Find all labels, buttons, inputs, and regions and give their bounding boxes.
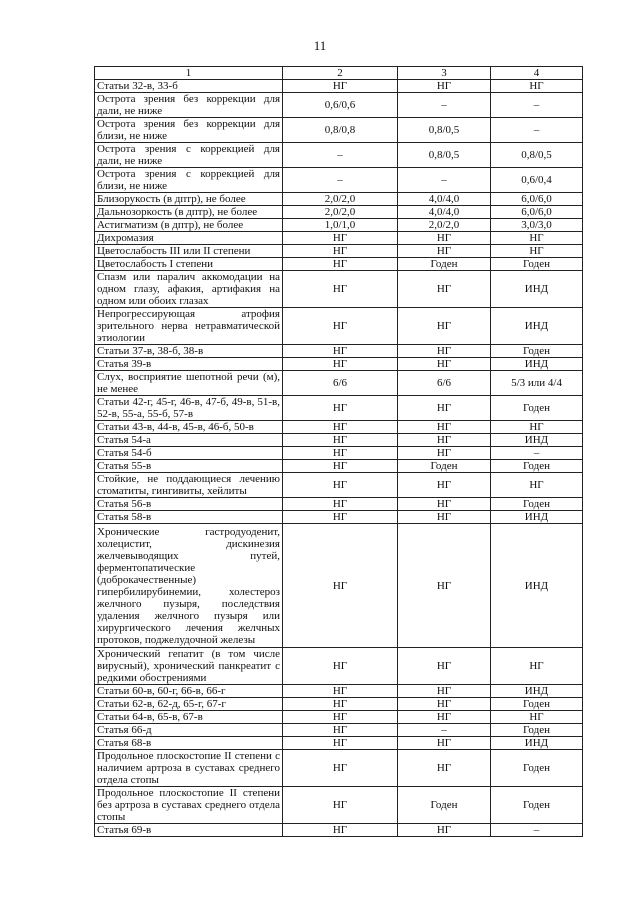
- row-value-col2: НГ: [283, 271, 398, 308]
- row-label: Статья 69-в: [95, 824, 283, 837]
- row-value-col4: Годен: [491, 724, 583, 737]
- row-value-col2: НГ: [283, 421, 398, 434]
- row-label: Стойкие, не поддающиеся лечению стоматиты, гингивиты, хейлиты: [95, 473, 283, 498]
- row-label: Статья 39-в: [95, 358, 283, 371]
- row-value-col4: –: [491, 824, 583, 837]
- row-value-col3: НГ: [398, 396, 491, 421]
- row-value-col3: НГ: [398, 245, 491, 258]
- table-row: [95, 206, 583, 219]
- row-value-col3: НГ: [398, 698, 491, 711]
- row-value-col3: –: [398, 724, 491, 737]
- row-value-col2: 0,6/0,6: [283, 93, 398, 118]
- row-label: Статья 54-б: [95, 447, 283, 460]
- row-label: Хронические гастродуоденит, холецистит, дискинезия желчевыводящих путей, ферментопатические (доброкачественные) гипербилирубинемии, холестероз желчного пузыря, последствия удаления желчного пузыря или хирургического лечения желчных протоков, поджелудочной железы: [95, 524, 283, 648]
- row-value-col3: 0,8/0,5: [398, 143, 491, 168]
- table-row: [95, 396, 583, 421]
- row-value-col2: НГ: [283, 434, 398, 447]
- table-row: [95, 724, 583, 737]
- row-value-col4: 0,8/0,5: [491, 143, 583, 168]
- row-label: Хронический гепатит (в том числе вирусный), хронический панкреатит с редкими обострениями: [95, 648, 283, 685]
- column-header: 4: [491, 67, 583, 80]
- row-value-col4: ИНД: [491, 358, 583, 371]
- row-value-col3: НГ: [398, 345, 491, 358]
- row-value-col2: НГ: [283, 511, 398, 524]
- row-label: Статья 66-д: [95, 724, 283, 737]
- row-label: Статьи 64-в, 65-в, 67-в: [95, 711, 283, 724]
- row-label: Статьи 42-г, 45-г, 46-в, 47-б, 49-в, 51-в, 52-в, 55-а, 55-б, 57-в: [95, 396, 283, 421]
- row-label: Цветослабость I степени: [95, 258, 283, 271]
- table-row: [95, 750, 583, 787]
- row-value-col3: НГ: [398, 421, 491, 434]
- table-row: [95, 685, 583, 698]
- row-value-col4: Годен: [491, 460, 583, 473]
- table-row: [95, 219, 583, 232]
- row-value-col4: 0,6/0,4: [491, 168, 583, 193]
- row-value-col2: НГ: [283, 648, 398, 685]
- table-row: [95, 511, 583, 524]
- table-row: [95, 524, 583, 648]
- row-label: Острота зрения без коррекции для дали, не ниже: [95, 93, 283, 118]
- table-row: [95, 258, 583, 271]
- table-row: [95, 80, 583, 93]
- table-row: [95, 824, 583, 837]
- row-label: Статьи 60-в, 60-г, 66-в, 66-г: [95, 685, 283, 698]
- row-value-col3: Годен: [398, 787, 491, 824]
- row-value-col3: НГ: [398, 498, 491, 511]
- row-label: Статья 55-в: [95, 460, 283, 473]
- row-value-col3: НГ: [398, 648, 491, 685]
- row-value-col2: –: [283, 168, 398, 193]
- table-row: [95, 711, 583, 724]
- row-label: Близорукость (в дптр), не более: [95, 193, 283, 206]
- row-value-col3: Годен: [398, 258, 491, 271]
- table-header-row: [95, 67, 583, 80]
- table-body: [95, 80, 583, 837]
- row-value-col4: ИНД: [491, 271, 583, 308]
- row-label: Цветослабость III или II степени: [95, 245, 283, 258]
- row-value-col3: НГ: [398, 824, 491, 837]
- row-value-col3: Годен: [398, 460, 491, 473]
- row-value-col2: НГ: [283, 245, 398, 258]
- row-value-col4: Годен: [491, 345, 583, 358]
- row-value-col4: 6,0/6,0: [491, 206, 583, 219]
- row-value-col2: НГ: [283, 737, 398, 750]
- row-value-col2: НГ: [283, 473, 398, 498]
- row-value-col4: Годен: [491, 396, 583, 421]
- row-value-col2: НГ: [283, 711, 398, 724]
- row-value-col3: НГ: [398, 271, 491, 308]
- row-value-col2: НГ: [283, 524, 398, 648]
- table-row: [95, 118, 583, 143]
- row-label: Статья 54-а: [95, 434, 283, 447]
- row-value-col3: НГ: [398, 447, 491, 460]
- row-label: Статьи 37-в, 38-б, 38-в: [95, 345, 283, 358]
- table-row: [95, 648, 583, 685]
- row-value-col2: НГ: [283, 724, 398, 737]
- row-value-col2: НГ: [283, 345, 398, 358]
- row-label: Дихромазия: [95, 232, 283, 245]
- row-label: Статьи 62-в, 62-д, 65-г, 67-г: [95, 698, 283, 711]
- row-value-col3: –: [398, 93, 491, 118]
- fitness-requirements-table: [94, 66, 583, 837]
- row-value-col4: НГ: [491, 232, 583, 245]
- table-row: [95, 737, 583, 750]
- table-row: [95, 447, 583, 460]
- row-value-col4: Годен: [491, 258, 583, 271]
- row-value-col3: НГ: [398, 473, 491, 498]
- table-row: [95, 473, 583, 498]
- row-value-col3: НГ: [398, 358, 491, 371]
- row-value-col3: –: [398, 168, 491, 193]
- row-value-col3: 6/6: [398, 371, 491, 396]
- row-value-col2: НГ: [283, 447, 398, 460]
- row-value-col4: Годен: [491, 787, 583, 824]
- row-label: Спазм или паралич аккомодации на одном глазу, афакия, артифакия на одном или обоих глазах: [95, 271, 283, 308]
- row-value-col3: 4,0/4,0: [398, 206, 491, 219]
- table-row: [95, 787, 583, 824]
- table-row: [95, 358, 583, 371]
- table-row: [95, 371, 583, 396]
- row-value-col3: НГ: [398, 524, 491, 648]
- row-value-col3: НГ: [398, 711, 491, 724]
- table-row: [95, 434, 583, 447]
- row-label: Статья 68-в: [95, 737, 283, 750]
- row-value-col4: –: [491, 447, 583, 460]
- row-value-col3: НГ: [398, 685, 491, 698]
- row-label: Острота зрения с коррекцией для дали, не ниже: [95, 143, 283, 168]
- row-value-col4: 3,0/3,0: [491, 219, 583, 232]
- row-value-col4: Годен: [491, 750, 583, 787]
- row-label: Слух, восприятие шепотной речи (м), не менее: [95, 371, 283, 396]
- table-row: [95, 421, 583, 434]
- row-label: Дальнозоркость (в дптр), не более: [95, 206, 283, 219]
- row-value-col2: НГ: [283, 460, 398, 473]
- row-label: Статьи 32-в, 33-б: [95, 80, 283, 93]
- row-value-col2: НГ: [283, 232, 398, 245]
- row-value-col2: НГ: [283, 787, 398, 824]
- row-value-col4: Годен: [491, 498, 583, 511]
- column-header: 1: [95, 67, 283, 80]
- row-value-col4: –: [491, 118, 583, 143]
- row-label: Непрогрессирующая атрофия зрительного нерва нетравматической этиологии: [95, 308, 283, 345]
- row-value-col3: 0,8/0,5: [398, 118, 491, 143]
- row-value-col2: 2,0/2,0: [283, 206, 398, 219]
- table-row: [95, 193, 583, 206]
- row-value-col3: 4,0/4,0: [398, 193, 491, 206]
- row-value-col4: НГ: [491, 80, 583, 93]
- row-value-col4: ИНД: [491, 685, 583, 698]
- row-value-col2: НГ: [283, 698, 398, 711]
- row-value-col2: НГ: [283, 396, 398, 421]
- row-value-col4: ИНД: [491, 511, 583, 524]
- column-header: 3: [398, 67, 491, 80]
- row-value-col3: НГ: [398, 308, 491, 345]
- row-label: Астигматизм (в дптр), не более: [95, 219, 283, 232]
- row-value-col3: НГ: [398, 511, 491, 524]
- row-value-col4: 6,0/6,0: [491, 193, 583, 206]
- row-value-col2: НГ: [283, 358, 398, 371]
- table-row: [95, 308, 583, 345]
- table-row: [95, 460, 583, 473]
- row-value-col3: НГ: [398, 232, 491, 245]
- table-row: [95, 232, 583, 245]
- page-number: 11: [313, 38, 327, 53]
- row-value-col2: НГ: [283, 258, 398, 271]
- row-value-col2: НГ: [283, 498, 398, 511]
- table-row: [95, 168, 583, 193]
- row-value-col2: НГ: [283, 80, 398, 93]
- row-value-col4: НГ: [491, 473, 583, 498]
- row-value-col2: 0,8/0,8: [283, 118, 398, 143]
- row-label: Острота зрения без коррекции для близи, не ниже: [95, 118, 283, 143]
- row-value-col2: –: [283, 143, 398, 168]
- table-row: [95, 93, 583, 118]
- row-value-col4: ИНД: [491, 524, 583, 648]
- row-value-col3: НГ: [398, 434, 491, 447]
- row-value-col4: НГ: [491, 711, 583, 724]
- row-value-col2: НГ: [283, 824, 398, 837]
- row-value-col4: ИНД: [491, 737, 583, 750]
- table-row: [95, 345, 583, 358]
- row-value-col4: –: [491, 93, 583, 118]
- row-label: Статья 56-в: [95, 498, 283, 511]
- row-value-col4: ИНД: [491, 434, 583, 447]
- table-row: [95, 245, 583, 258]
- row-label: Острота зрения с коррекцией для близи, не ниже: [95, 168, 283, 193]
- row-value-col4: 5/3 или 4/4: [491, 371, 583, 396]
- row-value-col2: НГ: [283, 685, 398, 698]
- row-value-col2: НГ: [283, 750, 398, 787]
- row-value-col2: 1,0/1,0: [283, 219, 398, 232]
- row-label: Статья 58-в: [95, 511, 283, 524]
- table-row: [95, 271, 583, 308]
- row-value-col3: НГ: [398, 750, 491, 787]
- row-label: Продольное плоскостопие II степени без артроза в суставах среднего отдела стопы: [95, 787, 283, 824]
- row-value-col2: 2,0/2,0: [283, 193, 398, 206]
- row-label: Статьи 43-в, 44-в, 45-в, 46-б, 50-в: [95, 421, 283, 434]
- row-value-col2: НГ: [283, 308, 398, 345]
- row-value-col3: НГ: [398, 737, 491, 750]
- table-row: [95, 143, 583, 168]
- row-value-col3: НГ: [398, 80, 491, 93]
- column-header: 2: [283, 67, 398, 80]
- row-value-col4: Годен: [491, 698, 583, 711]
- row-value-col3: 2,0/2,0: [398, 219, 491, 232]
- row-value-col4: НГ: [491, 245, 583, 258]
- row-value-col2: 6/6: [283, 371, 398, 396]
- row-value-col4: НГ: [491, 648, 583, 685]
- table-row: [95, 698, 583, 711]
- table-row: [95, 498, 583, 511]
- row-value-col4: ИНД: [491, 308, 583, 345]
- row-value-col4: НГ: [491, 421, 583, 434]
- row-label: Продольное плоскостопие II степени с наличием артроза в суставах среднего отдела стопы: [95, 750, 283, 787]
